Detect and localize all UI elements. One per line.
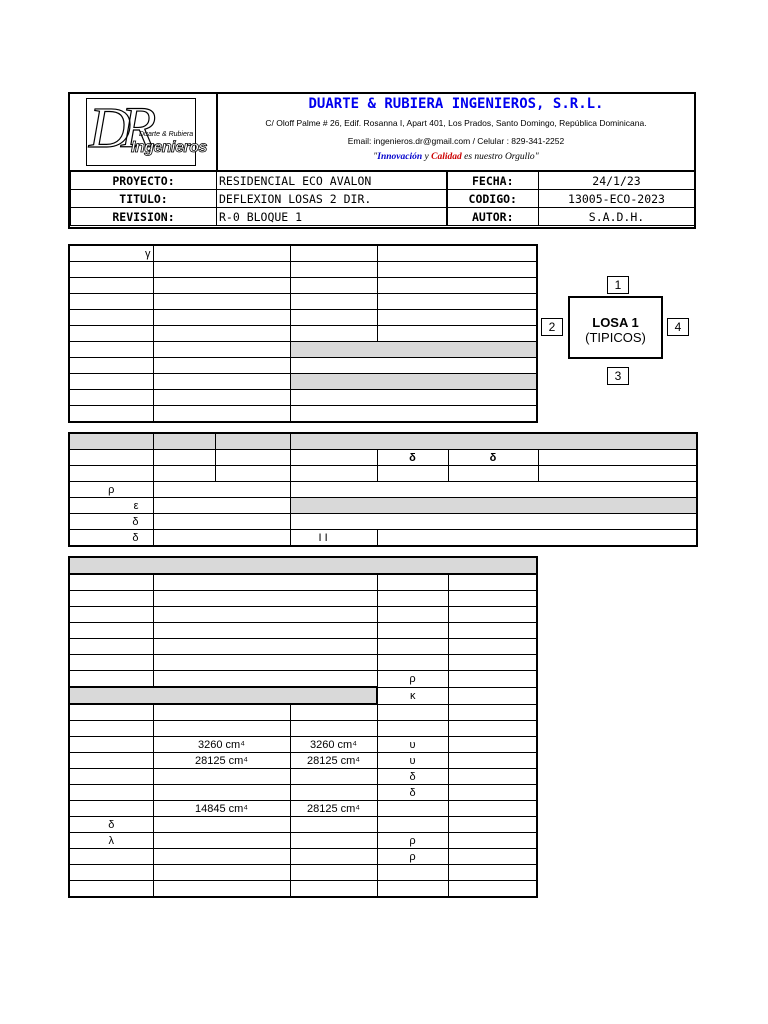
table-row: [69, 607, 537, 623]
table-row: [69, 498, 697, 514]
slab-title: LOSA 1: [592, 315, 639, 330]
company-contact: Email: ingenieros.dr@gmail.com / Celular : 829-341-2252: [347, 136, 565, 146]
slogan-rest: es nuestro Orgullo: [461, 152, 535, 162]
lambda-symbol: λ: [69, 833, 153, 849]
delta-header-2: δ: [448, 450, 538, 466]
kappa-symbol: κ: [377, 687, 448, 704]
delta-symbol-2: δ: [69, 530, 153, 547]
upsilon-symbol: υ: [377, 737, 448, 753]
table-row: [69, 623, 537, 639]
table-row: [69, 245, 537, 262]
table-row: [69, 817, 537, 833]
table-row: [69, 358, 537, 374]
table-row: [69, 514, 697, 530]
slogan-y: y: [422, 152, 432, 162]
parameters-table: [68, 244, 538, 423]
table-row: [69, 801, 537, 817]
table-row: [69, 406, 537, 423]
table-row: [69, 753, 537, 769]
company-address: C/ Oloff Palme # 26, Edif. Rosanna I, Apart 401, Los Prados, Santo Domingo, República Dominicana.: [265, 118, 647, 128]
table-row: [69, 278, 537, 294]
table-row: [69, 704, 537, 721]
logo-letters: DR: [89, 95, 147, 160]
table-row: [69, 466, 697, 482]
table-row: [69, 639, 537, 655]
table-row: [69, 574, 537, 591]
codigo-value: 13005-ECO-2023: [539, 190, 695, 208]
table-row: [69, 769, 537, 785]
inertia-table: [68, 556, 538, 898]
delta-symbol: δ: [377, 769, 448, 785]
fecha-label: FECHA:: [447, 171, 539, 190]
inertia-value: 28125 cm⁴: [153, 753, 290, 769]
codigo-label: CODIGO:: [447, 190, 539, 208]
info-row-revision: [71, 208, 695, 226]
table-row: [69, 433, 697, 450]
table-row: [69, 326, 537, 342]
rho-symbol: ρ: [377, 833, 448, 849]
slab-subtitle: (TIPICOS): [585, 330, 646, 345]
titulo-label: TITULO:: [71, 190, 217, 208]
upsilon-symbol: υ: [377, 753, 448, 769]
inertia-value: 3260 cm⁴: [290, 737, 377, 753]
slab-side-left: 2: [541, 318, 563, 336]
logo-cell: [70, 94, 218, 170]
rho-symbol: ρ: [377, 849, 448, 865]
roman-numeral: I I: [290, 530, 377, 547]
delta-symbol-1: δ: [69, 514, 153, 530]
company-name: DUARTE & RUBIERA INGENIEROS, S.R.L.: [308, 96, 604, 112]
logo-big-text: Ingenieros: [131, 139, 207, 156]
slogan-innovacion: Innovación: [377, 152, 423, 162]
proyecto-label: PROYECTO:: [71, 171, 217, 190]
company-info: [218, 94, 694, 170]
table-row: [69, 737, 537, 753]
table-row: [69, 671, 537, 688]
revision-label: REVISION:: [71, 208, 217, 226]
info-row-proyecto: [71, 171, 695, 190]
table-row: [69, 721, 537, 737]
gamma-symbol: γ: [69, 245, 153, 262]
table-row: [69, 294, 537, 310]
table-row: [69, 557, 537, 574]
table-row: [69, 591, 537, 607]
fecha-value: 24/1/23: [539, 171, 695, 190]
table-row: [69, 310, 537, 326]
delta-header-1: δ: [377, 450, 448, 466]
table-row: [69, 881, 537, 898]
delta-symbol: δ: [377, 785, 448, 801]
table-row: [69, 482, 697, 498]
table-row: [69, 833, 537, 849]
company-slogan: [218, 152, 694, 162]
document-header: [68, 92, 696, 229]
autor-value: S.A.D.H.: [539, 208, 695, 226]
table-row: [69, 849, 537, 865]
slogan-calidad: Calidad: [431, 152, 462, 162]
logo-small-text: Duarte & Rubiera: [139, 131, 194, 138]
autor-label: AUTOR:: [447, 208, 539, 226]
inertia-value: 14845 cm⁴: [153, 801, 290, 817]
epsilon-symbol: ε: [69, 498, 153, 514]
deflection-table: [68, 432, 698, 547]
table-row: [69, 342, 537, 358]
table-row: [69, 687, 537, 704]
titulo-value: DEFLEXION LOSAS 2 DIR.: [217, 190, 447, 208]
table-row: [69, 262, 537, 278]
table-row: [69, 390, 537, 406]
inertia-value: 3260 cm⁴: [153, 737, 290, 753]
table-row: [69, 530, 697, 547]
inertia-value: 28125 cm⁴: [290, 753, 377, 769]
slab-side-bottom: 3: [607, 367, 629, 385]
revision-value: R-0 BLOQUE 1: [217, 208, 447, 226]
slab-side-top: 1: [607, 276, 629, 294]
table-row: [69, 865, 537, 881]
table-row: [69, 785, 537, 801]
table-row: [69, 450, 697, 466]
table-row: [69, 655, 537, 671]
company-logo: [86, 95, 207, 166]
slogan-open-quote: ": [373, 152, 378, 162]
slab-side-right: 4: [667, 318, 689, 336]
slogan-close-quote: ": [534, 152, 539, 162]
inertia-value: 28125 cm⁴: [290, 801, 377, 817]
project-info-table: [70, 170, 695, 226]
rho-symbol: ρ: [69, 482, 153, 498]
proyecto-value: RESIDENCIAL ECO AVALON: [217, 171, 447, 190]
slab-box: [568, 296, 663, 359]
table-row: [69, 374, 537, 390]
delta-symbol: δ: [69, 817, 153, 833]
info-row-titulo: [71, 190, 695, 208]
rho-symbol: ρ: [377, 671, 448, 688]
